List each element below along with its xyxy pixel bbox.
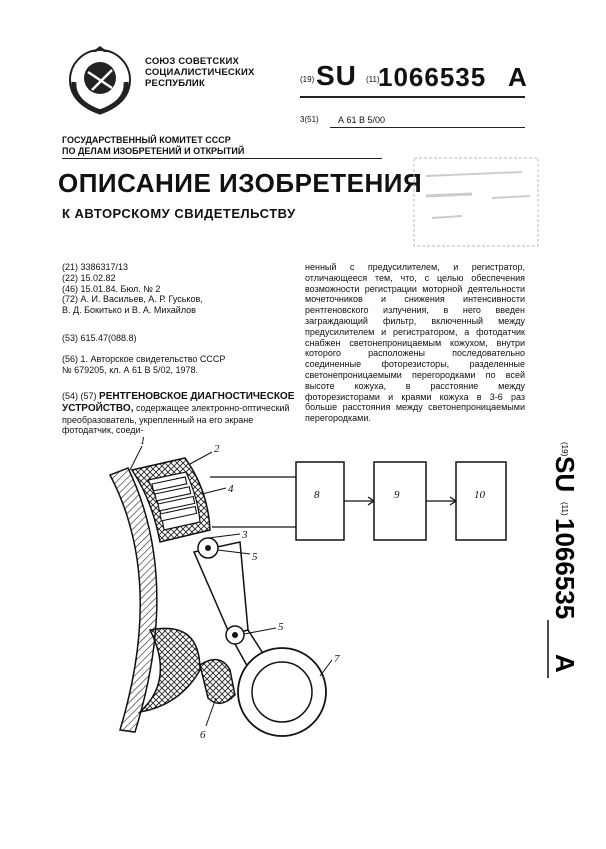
biblio-line: (46) 15.01.84. Бюл. № 2 [62, 283, 161, 294]
biblio-line: В. Д. Бокитько и В. А. Михайлов [62, 305, 196, 316]
vertical-kind: A [550, 654, 580, 673]
label-2: 2 [214, 443, 220, 455]
abstract-text-left: содержащее электронно-оптический преобразователь, укрепленный на его экране фотодатчик, соеди- [62, 402, 290, 436]
code-11: (11) [366, 75, 380, 84]
library-stamp [412, 156, 540, 248]
reference-line: (56) 1. Авторское свидетельство СССР [62, 354, 226, 364]
label-8: 8 [314, 489, 320, 501]
vertical-number: 1066535 [550, 518, 580, 620]
biblio-line: (22) 15.02.82 [62, 272, 116, 283]
ussr-emblem [62, 42, 138, 118]
code-51: 3(51) [300, 115, 319, 124]
committee-rule [62, 158, 382, 159]
state-line: СОЦИАЛИСТИЧЕСКИХ [145, 67, 255, 78]
label-6: 6 [200, 729, 206, 741]
document-title: ОПИСАНИЕ ИЗОБРЕТЕНИЯ [58, 168, 423, 198]
committee-line: ПО ДЕЛАМ ИЗОБРЕТЕНИЙ И ОТКРЫТИЙ [62, 146, 245, 156]
label-4: 4 [228, 483, 234, 495]
invention-title: РЕНТГЕНОВСКОЕ ДИАГНОСТИЧЕСКОЕ УСТРОЙСТВО, [62, 391, 295, 414]
state-name [145, 56, 255, 89]
vertical-country: SU [550, 456, 580, 493]
label-1: 1 [140, 435, 146, 447]
committee-name [62, 135, 244, 157]
label-5-upper: 5 [252, 551, 258, 563]
country-code: SU [316, 60, 357, 91]
udc-code: (53) 615.47(088.8) [62, 333, 137, 343]
state-line: РЕСПУБЛИК [145, 78, 205, 89]
label-7: 7 [334, 653, 340, 665]
ipc-class: А 61 В 5/00 [338, 115, 386, 125]
label-5-lower: 5 [278, 621, 284, 633]
vertical-code-11: (11) [560, 502, 569, 516]
abstract-code: (54) (57) [62, 391, 97, 401]
device-drawing [90, 430, 520, 760]
biblio-line: (21) 3386317/13 [62, 262, 129, 272]
vertical-patent-number [520, 440, 580, 710]
patent-number: 1066535 [378, 62, 487, 92]
patent-kind: A [508, 62, 527, 92]
document-subtitle: К АВТОРСКОМУ СВИДЕТЕЛЬСТВУ [62, 206, 296, 221]
bibliographic-data [62, 262, 203, 316]
label-10: 10 [474, 489, 485, 501]
committee-line: ГОСУДАРСТВЕННЫЙ КОМИТЕТ СССР [62, 135, 231, 145]
label-3: 3 [242, 529, 248, 541]
state-line: СОЮЗ СОВЕТСКИХ [145, 56, 240, 67]
vertical-code-19: (19) [560, 442, 569, 457]
abstract-continuation: ненный с предусилителем, и регистратор, отличающееся тем, что, с целью обеспечения возможности регистрации моторной деятельности мочеточников и снижения интенсивности рентгеновского излучения, в него введен заграждающий фильтр, включенный между предусилителем и регистратором, а фотодатчик снабжен светонепроницаемым кожухом, внутри которого расположены последовательно соединенные фоторезисторы, разделенные светонепроницаемыми перегородками по всей высоте кожуха, в расстояние между фоторезисторами и краями кожуха в 3-6 раз больше расстояния между светонепроницаемыми перегородками. [305, 262, 525, 424]
ipc-rule [330, 127, 525, 128]
biblio-line: (72) А. И. Васильев, А. Р. Гуськов, [62, 294, 203, 305]
label-9: 9 [394, 489, 400, 501]
code-19: (19) [300, 75, 315, 84]
header-rule [300, 96, 525, 98]
references [62, 354, 225, 376]
reference-line: № 679205, кл. А 61 В 5/02, 1978. [62, 364, 199, 375]
